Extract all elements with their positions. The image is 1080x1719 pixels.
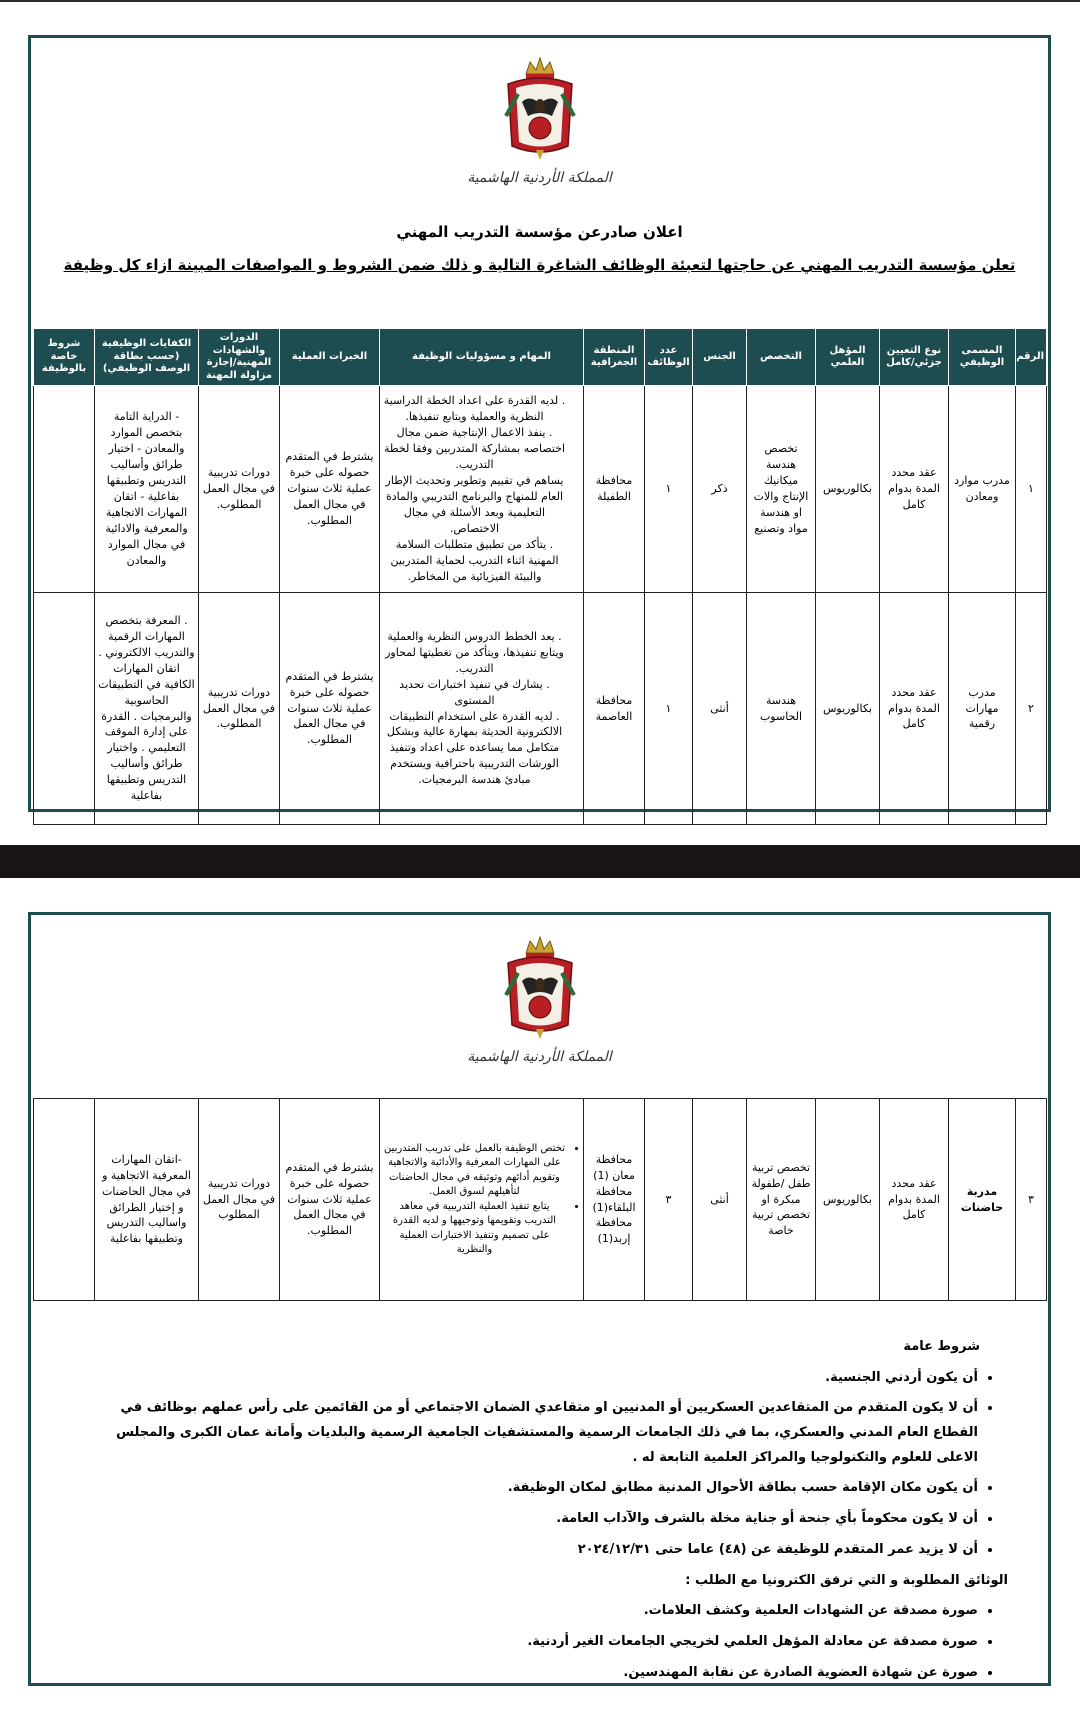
cell-courses: دورات تدريبية في مجال العمل المطلوب [199,1099,280,1301]
task-item: . لديه القدرة على اعداد الخطة الدراسية النظرية والعملية ويتابع تنفيذها. [383,394,566,424]
cell-specialization: تخصص تربية طفل /طفولة مبكرة او تخصص تربية خاصة [747,1099,816,1301]
cell-appointment: عقد محدد المدة بدوام كامل [880,386,949,593]
cell-special-conditions [34,386,95,593]
general-conditions-section [71,1335,1008,1691]
cell-special-conditions [34,1099,95,1301]
cell-count: ١ [645,593,693,825]
document-item: • صورة مصدقة عن الشهادات العلمية وكشف العلامات. [71,1599,978,1624]
cell-number: ٣ [1016,1099,1047,1301]
cell-specialization: تخصص هندسة ميكانيك الإنتاج والات او هندسة مواد وتصنيع [747,386,816,593]
col-header-job-title: المسمى الوظيفي [949,329,1016,386]
condition-item: • أن يكون مكان الإقامة حسب بطاقة الأحوال المدنية مطابق لمكان الوظيفة. [71,1476,978,1501]
announcement-title: اعلان صادرعن مؤسسة التدريب المهني [396,223,683,241]
table-row [34,1099,1047,1301]
condition-item: • أن يكون أردني الجنسية. [71,1366,978,1391]
cell-appointment: عقد محدد المدة بدوام كامل [880,593,949,825]
jobs-table-page-2 [33,1098,1047,1301]
cell-job-title: مدربة حاضنات [949,1099,1016,1301]
cell-courses: دورات تدريبية في مجال العمل المطلوب. [199,386,280,593]
emblem-block [31,54,1048,186]
task-item: . ينفذ الاعمال الإنتاجية ضمن مجال اختصاصه بمشاركة المتدربين وفقا لخطة التدريب. [383,426,566,472]
col-header-courses: الدورات والشهادات المهنية/إجازة مزاولة المهنة [199,329,280,386]
cell-qualification: بكالوريوس [816,1099,880,1301]
cell-experience: يشترط في المتقدم حصوله على خبرة عملية ثلاث سنوات في مجال العمل المطلوب. [280,593,380,825]
cell-courses: دورات تدريبية في مجال العمل المطلوب. [199,593,280,825]
task-item: . يشارك في تنفيذ اختبارات تحديد المستوى [399,677,550,707]
cell-region: محافظة العاصمة [584,593,645,825]
table-row [34,593,1047,825]
general-conditions-heading: شروط عامة [903,1339,980,1354]
col-header-qualification: المؤهل العلمي [816,329,880,386]
cell-region: محافظة معان (1) محافظة البلقاء(1) محافظة إربد(1) [584,1099,645,1301]
col-header-gender: الجنس [693,329,747,386]
cell-specialization: هندسة الحاسوب [747,593,816,825]
cell-appointment: عقد محدد المدة بدوام كامل [880,1099,949,1301]
cell-number: ١ [1016,386,1047,593]
cell-tasks [380,386,584,593]
table-header-row [34,329,1047,386]
cell-gender: ذكر [693,386,747,593]
cell-tasks [380,1099,584,1301]
table-row [34,386,1047,593]
jordan-coat-of-arms-icon [31,933,1048,1043]
jordan-coat-of-arms-icon [31,54,1048,164]
condition-item: • أن لا يزيد عمر المتقدم للوظيفة عن (٤٨) عاما حتى ٢٠٢٤/١٢/٣١ [71,1538,978,1563]
col-header-special-conditions: شروط خاصة بالوظيفة [34,329,95,386]
cell-count: ١ [645,386,693,593]
announcement-subtitle: تعلن مؤسسة التدريب المهني عن حاجتها لتعبئة الوظائف الشاغرة التالية و ذلك ضمن الشروط و المواصفات المبينة ازاء كل وظيفة [63,256,1016,274]
emblem-block [31,933,1048,1065]
cell-region: محافظة الطفيلة [584,386,645,593]
task-item: يساهم في تقييم وتطوير وتحديث الإطار العام للمنهاج والبرنامج التدريبي والمادة التعليمية وبعد الأسئلة في مجال الاختصاص. [385,474,564,535]
col-header-tasks: المهام و مسؤوليات الوظيفة [380,329,584,386]
kingdom-name: المملكة الأردنية الهاشمية [467,1049,612,1065]
cell-experience: يشترط في المتقدم حصوله على خبرة عملية ثلاث سنوات في مجال العمل المطلوب. [280,1099,380,1301]
cell-job-title: مدرب موارد ومعادن [949,386,1016,593]
condition-item: • أن لا يكون المتقدم من المتقاعدين العسكريين أو المدنيين او متقاعدي الضمان الاجتماعي أو من القائمين على رأس عملهم بوظائف في القطاع العام المدني والعسكري، بما في ذلك الجامعات الرسمية والمستشفيات الجامعية الرسمية والبلديات وأمانة عمان الكبرى والمجلس الاعلى للعلوم والتكنولوجيا والمراكز العلمية التابعة له . [71,1396,978,1470]
page-separator [0,845,1080,878]
col-header-appointment: نوع التعيين جزئي/كامل [880,329,949,386]
col-header-number: الرقم [1016,329,1047,386]
task-item: . يعد الخطط الدروس النظرية والعملية ويتابع تنفيذها، ويتأكد من تغطيتها لمحاور التدريب. [385,629,564,675]
cell-gender: أنثى [693,1099,747,1301]
task-item: . لديه القدرة على استخدام التطبيقات الالكترونية الحديثة بمهارة عالية وبشكل متكامل مما يساعده على اعداد وتنفيذ الورشات التدريبية باحترافية ويستخدم مبادئ هندسة البرمجيات. [386,709,563,787]
cell-competencies: . المعرفة بتخصص المهارات الرقمية والتدريب الالكتروني . اتقان المهارات الكافية في التطبيقات الحاسوبية والبرمجيات . القدرة على إدارة الموقف التعليمي . واختيار طرائق وأساليب التدريس وتطبيقها بفاعلية [95,593,199,825]
task-item: . يتأكد من تطبيق متطلبات السلامة المهنية اثناء التدريب لحماية المتدربين والبيئة الفيزيائية من المخاطر. [390,537,559,583]
task-item: • تختص الوظيفة بالعمل على تدريب المتدربين على المهارات المعرفية والأدائية والاتجاهية وتقويم أدائهم وتوثيقه في مجال الحاضنات لتأهيلهم لسوق العمل. [383,1142,566,1200]
cell-qualification: بكالوريوس [816,386,880,593]
top-rule [0,0,1080,2]
cell-competencies: - الدراية التامة بتخصص الموارد والمعادن - اختيار طرائق وأساليب التدريس وتطبيقها بفاعلية - اتقان المهارات الاتجاهية والمعرفية والادائية في مجال الموارد والمعادن [95,386,199,593]
jobs-table-page-1 [33,328,1047,825]
condition-item: • أن لا يكون محكوماً بأي جنحة أو جناية مخلة بالشرف والآداب العامة. [71,1507,978,1532]
announcement-page-2 [28,912,1051,1686]
documents-heading: الوثائق المطلوبة و التي ترفق الكترونيا مع الطلب : [685,1572,1008,1588]
cell-special-conditions [34,593,95,825]
col-header-count: عدد الوظائف [645,329,693,386]
cell-competencies: -اتقان المهارات المعرفية الاتجاهية و في مجال الحاضنات و إختيار الطرائق واساليب التدريس وتطبيقها بفاعلية [95,1099,199,1301]
cell-experience: يشترط في المتقدم حصوله على خبرة عملية ثلاث سنوات في مجال العمل المطلوب. [280,386,380,593]
announcement-page-1 [28,35,1051,812]
col-header-region: المنطقة الجغرافية [584,329,645,386]
document-item: • صورة مصدقة عن معادلة المؤهل العلمي لخريجي الجامعات الغير أردنية. [71,1630,978,1655]
cell-gender: أنثى [693,593,747,825]
document-item: • صورة عن شهادة العضوية الصادرة عن نقابة المهندسين. [71,1661,978,1686]
col-header-experience: الخبرات العملية [280,329,380,386]
col-header-specialization: التخصص [747,329,816,386]
kingdom-name: المملكة الأردنية الهاشمية [467,170,612,186]
task-item: • يتابع تنفيذ العملية التدريبية في معاهد التدريب وتقويمها وتوجيهها و لديه القدرة على تصميم وتنفيذ الاختبارات العملية والنظرية [383,1200,566,1258]
cell-tasks [380,593,584,825]
cell-count: ٣ [645,1099,693,1301]
cell-qualification: بكالوريوس [816,593,880,825]
cell-job-title: مدرب مهارات رقمية [949,593,1016,825]
col-header-competencies: الكفايات الوظيفية (حسب بطاقة الوصف الوظيفي) [95,329,199,386]
cell-number: ٢ [1016,593,1047,825]
